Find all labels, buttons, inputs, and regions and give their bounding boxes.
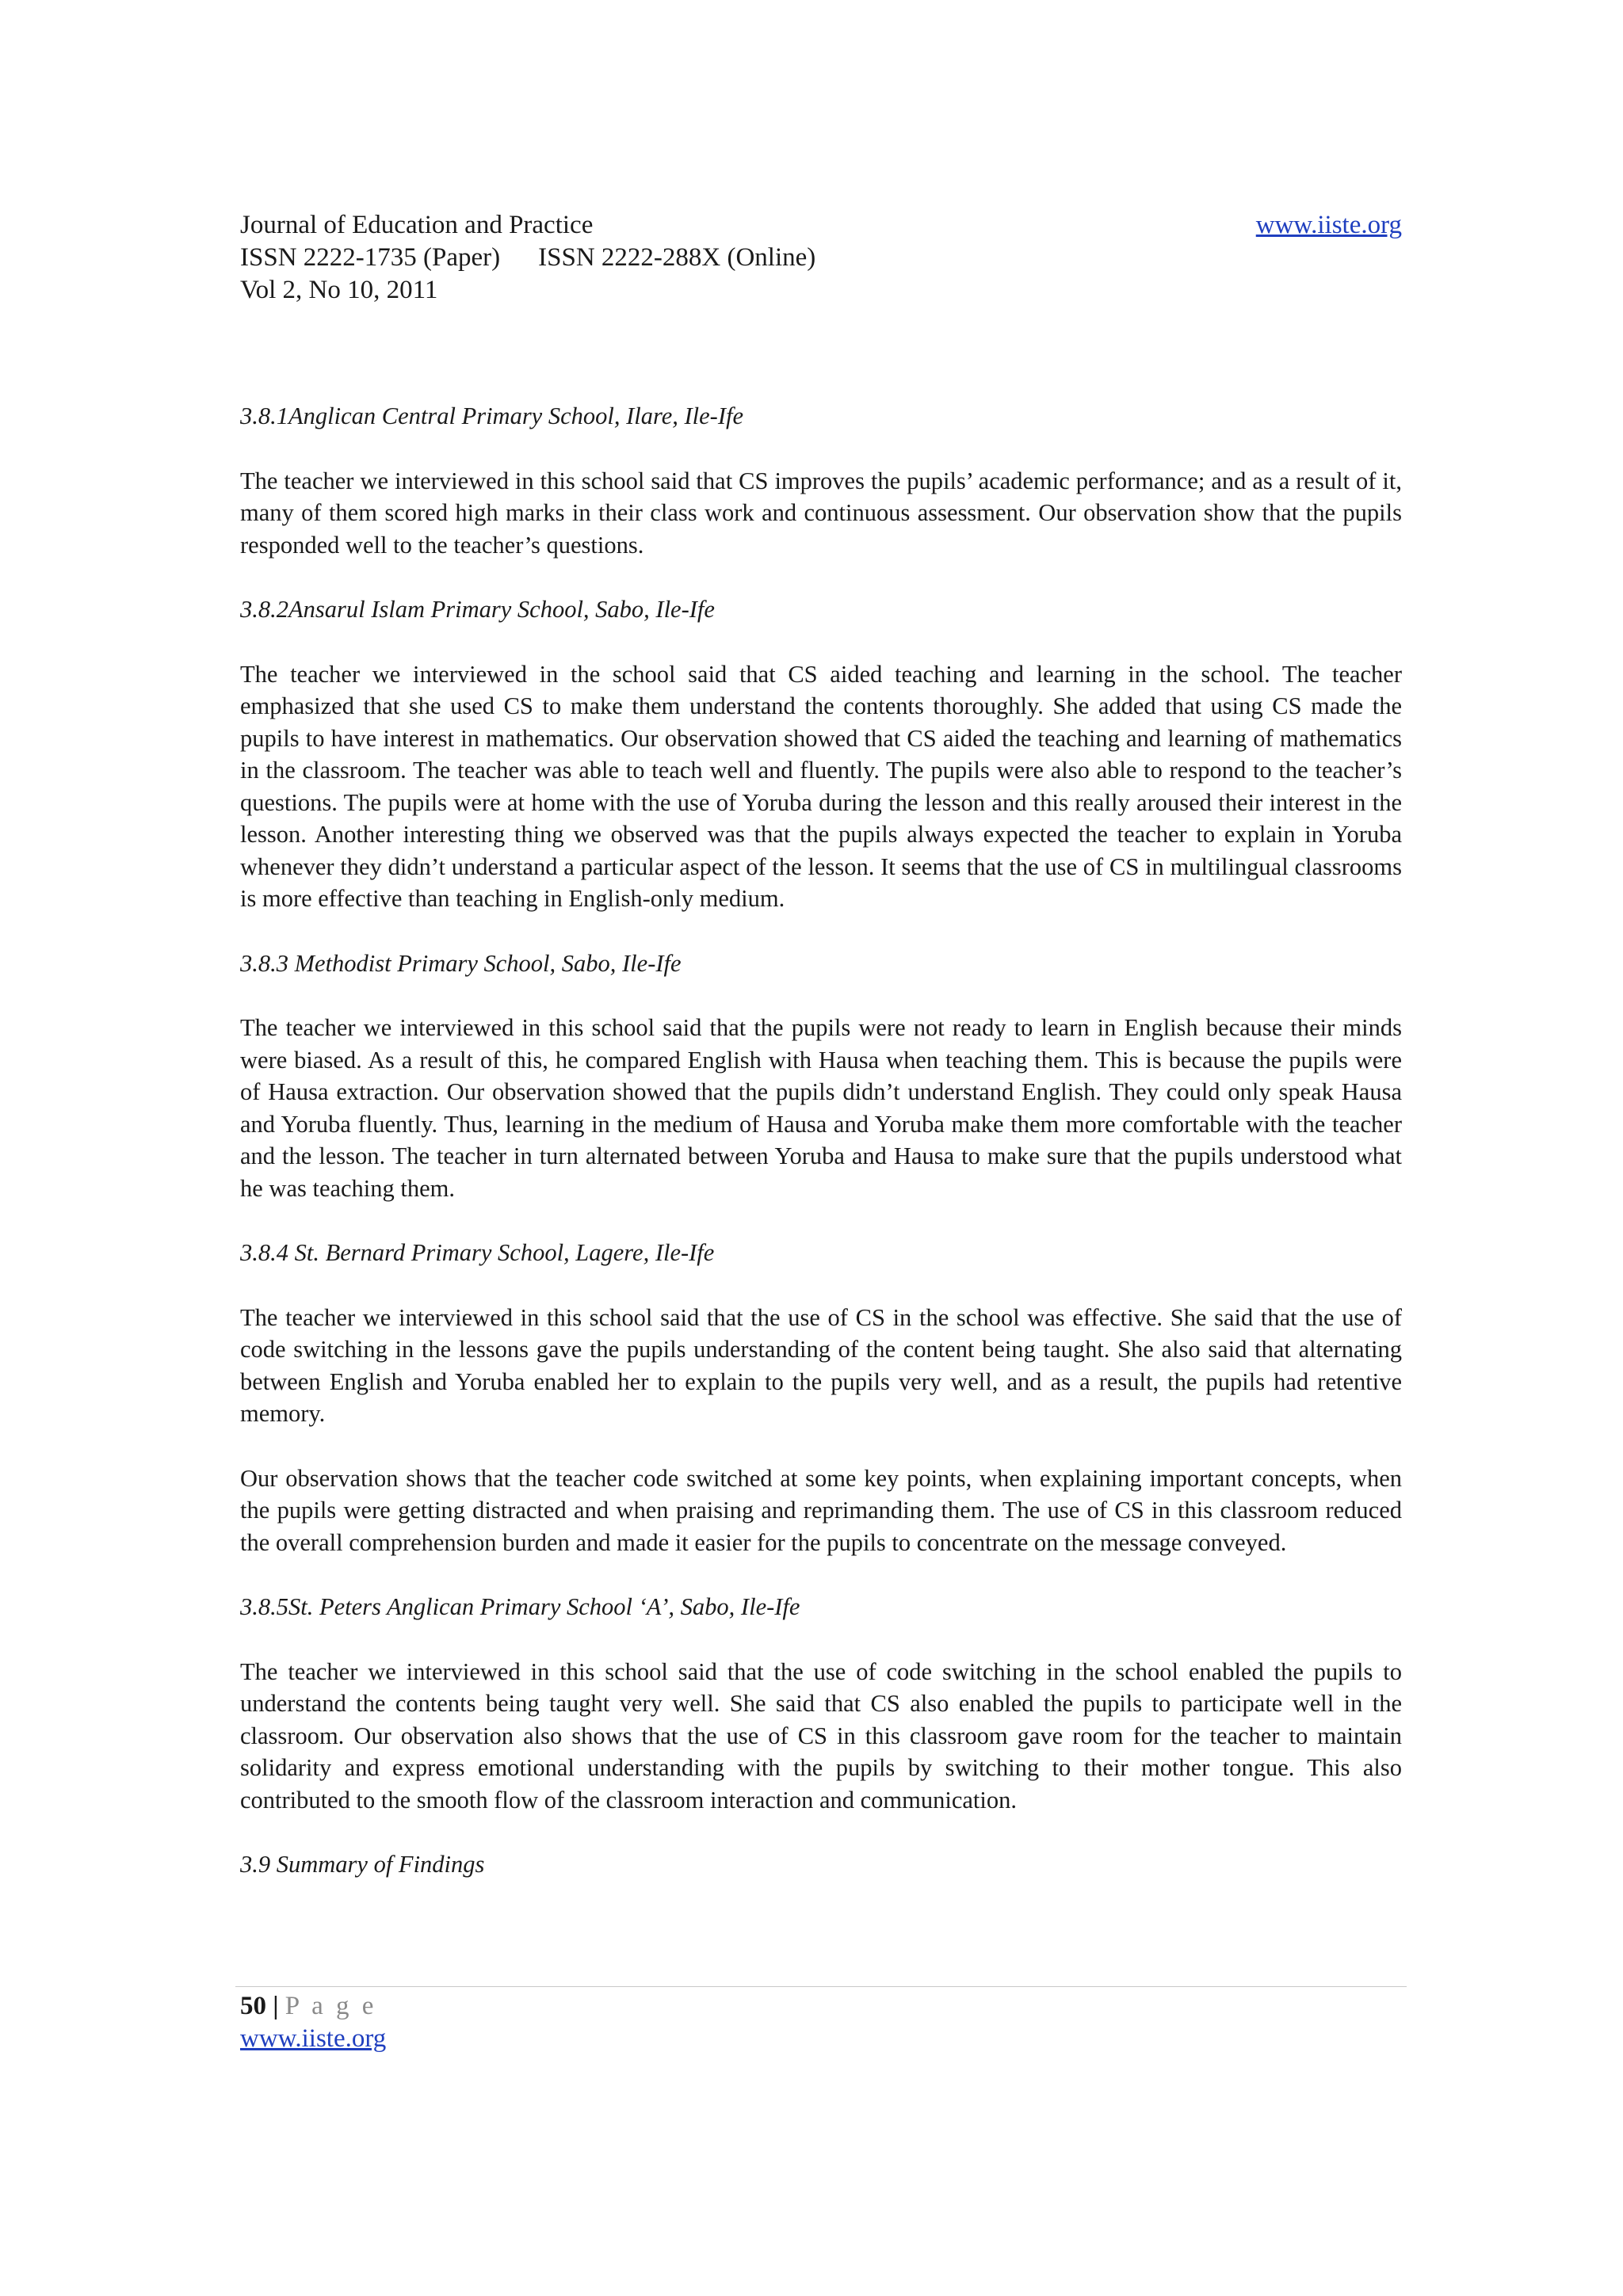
body-paragraph: Our observation shows that the teacher code switched at some key points, when explaining important concepts, when the pupils were getting distracted and when praising and reprimanding them. The use of CS in this classroom reduced the overall comprehension burden and made it easier for the pupils to concentrate on the message conveyed. — [240, 1464, 1402, 1556]
section-heading: 3.8.2Ansarul Islam Primary School, Sabo, Ile-Ife — [240, 596, 715, 623]
issn-online: ISSN 2222-288X (Online) — [538, 243, 816, 272]
issn-paper: ISSN 2222-1735 (Paper) — [240, 243, 501, 272]
volume-line: Vol 2, No 10, 2011 — [240, 276, 438, 304]
body-paragraph: The teacher we interviewed in this school said that the use of code switching in the school enabled the pupils to understand the contents being taught very well. She said that CS also enabled the pupils to participate well in the classroom. Our observation also shows that the use of CS in this classroom gave room for the teacher to maintain solidarity and express emotional understanding with the pupils by switching to their mother tongue. This also contributed to the smooth flow of the classroom interaction and communication. — [240, 1657, 1402, 1814]
page-number: 50 — [240, 1992, 266, 2020]
section-heading: 3.9 Summary of Findings — [240, 1851, 485, 1878]
footer-website-link[interactable]: www.iiste.org — [240, 2024, 387, 2053]
page-header — [240, 209, 1402, 307]
article-body — [240, 400, 1402, 1881]
section-heading: 3.8.1Anglican Central Primary School, Ilare, Ile-Ife — [240, 402, 744, 429]
body-paragraph: The teacher we interviewed in this school said that CS improves the pupils’ academic performance; and as a result of it, many of them scored high marks in their class work and continuous assessment. Our observation show that the pupils responded well to the teacher’s questions. — [240, 467, 1402, 559]
header-top-row — [240, 209, 1402, 242]
page-footer — [240, 1990, 386, 2055]
page-word: P a g e — [285, 1992, 377, 2020]
journal-page — [240, 0, 1402, 2296]
page-number-line — [240, 1990, 386, 2023]
footer-divider — [235, 1986, 1407, 1987]
section-heading: 3.8.3 Methodist Primary School, Sabo, Ile-Ife — [240, 949, 682, 977]
section-heading: 3.8.4 St. Bernard Primary School, Lagere, Ile-Ife — [240, 1239, 715, 1266]
section-heading: 3.8.5St. Peters Anglican Primary School ‘A’, Sabo, Ile-Ife — [240, 1593, 800, 1620]
journal-title: Journal of Education and Practice — [240, 211, 594, 239]
header-website-link[interactable]: www.iiste.org — [1255, 211, 1402, 239]
body-paragraph: The teacher we interviewed in this school said that the use of CS in the school was effective. She said that the use of code switching in the lessons gave the pupils understanding of the content being taught. She also said that alternating between English and Yoruba enabled her to explain to the pupils very well, and as a result, the pupils had retentive memory. — [240, 1303, 1402, 1427]
page-separator: | — [273, 1992, 279, 2020]
issn-line — [240, 242, 1402, 274]
body-paragraph: The teacher we interviewed in this school said that the pupils were not ready to learn in English because their minds were biased. As a result of this, he compared English with Hausa when teaching them. This is because the pupils were of Hausa extraction. Our observation showed that the pupils didn’t understand English. They could only speak Hausa and Yoruba fluently. Thus, learning in the medium of Hausa and Yoruba make them more comfortable with the teacher and the lesson. The teacher in turn alternated between Yoruba and Hausa to make sure that the pupils understood what he was teaching them. — [240, 1014, 1402, 1202]
body-paragraph: The teacher we interviewed in the school said that CS aided teaching and learning in the school. The teacher emphasized that she used CS to make them understand the contents thoroughly. She added that using CS made the pupils to have interest in mathematics. Our observation showed that CS aided the teaching and learning of mathematics in the classroom. The teacher was able to teach well and fluently. The pupils were also able to respond to the teacher’s questions. The pupils were at home with the use of Yoruba during the lesson and this really aroused their interest in the lesson. Another interesting thing we observed was that the pupils always expected the teacher to explain in Yoruba whenever they didn’t understand a particular aspect of the lesson. It seems that the use of CS in multilingual classrooms is more effective than teaching in English-only medium. — [240, 660, 1402, 912]
